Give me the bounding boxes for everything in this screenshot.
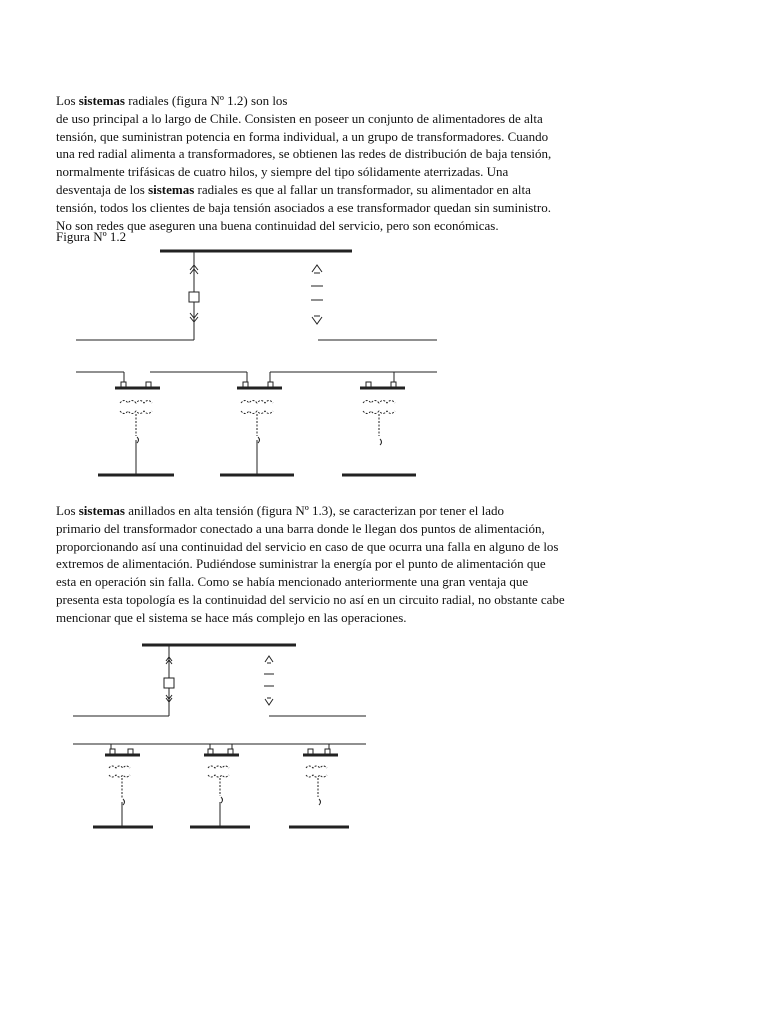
- switch-symbol: [265, 656, 273, 663]
- breaker-symbol: [121, 382, 126, 387]
- fuse-symbol: [380, 439, 382, 445]
- text-line: presenta esta topología es la continuidad del servicio no así en un circuito radial, no obstante cabe: [56, 591, 565, 607]
- text-line: tensión, que suministran potencia en forma individual, a un grupo de transformadores. Cuando: [56, 128, 549, 144]
- text-line: primario del transformador conectado a una barra donde le llegan dos puntos de alimentación,: [56, 520, 545, 536]
- transformer-station-1: [98, 382, 174, 475]
- transformer-station-1: [93, 749, 153, 827]
- transformer-station-3: [342, 382, 416, 475]
- text-line: tensión, todos los clientes de baja tensión asociados a ese transformador quedan sin suministro.: [56, 199, 551, 215]
- text-line: una red radial alimenta a transformadores, se obtienen las redes de distribución de baja tensión,: [56, 146, 552, 162]
- text-line: normalmente trifásicas de cuatro hilos, y siempre del tipo sólidamente aterrizadas. Una: [56, 164, 509, 180]
- fuse-symbol: [137, 437, 139, 443]
- bold-term: sistemas: [148, 181, 195, 197]
- fuse-symbol: [258, 437, 260, 443]
- transformer-coil: [109, 775, 130, 777]
- transformer-coil: [306, 766, 327, 768]
- ring-system-diagram: [0, 636, 400, 836]
- breaker-symbol: [228, 749, 233, 754]
- paragraph-ring-systems: [56, 502, 656, 627]
- figure-caption: Figura Nº 1.2: [56, 229, 127, 244]
- text-line: desventaja de los sistemas radiales es que al fallar un transformador, su alimentador en alta: [56, 181, 531, 197]
- transformer-coil: [120, 401, 152, 404]
- breaker-symbol: [268, 382, 273, 387]
- breaker-symbol: [164, 678, 174, 688]
- fuse-symbol: [319, 799, 321, 805]
- text-line: No son redes que aseguren una buena continuidad del servicio, pero son económicas.: [56, 217, 499, 233]
- transformer-coil: [120, 411, 152, 414]
- fuse-symbol: [123, 799, 125, 805]
- text-line: extremos de alimentación. Pudiéndose suministrar la energía por el punto de alimentación que: [56, 556, 546, 572]
- bold-term: sistemas: [78, 503, 125, 518]
- breaker-symbol: [391, 382, 396, 387]
- transformer-coil: [109, 766, 130, 768]
- bold-term: sistemas: [78, 93, 125, 108]
- breaker-symbol: [366, 382, 371, 387]
- transformer-coil: [363, 401, 395, 404]
- breaker-symbol: [146, 382, 151, 387]
- paragraph-radial-systems: [56, 92, 656, 234]
- transformer-station-2: [220, 382, 294, 475]
- breaker-symbol: [308, 749, 313, 754]
- transformer-coil: [208, 775, 229, 777]
- radial-system-diagram: [0, 240, 460, 490]
- text-line: mencionar que el sistema se hace más complejo en las operaciones.: [56, 609, 407, 625]
- switch-symbol: [312, 316, 322, 324]
- transformer-coil: [363, 411, 395, 414]
- transformer-coil: [241, 411, 273, 414]
- breaker-symbol: [325, 749, 330, 754]
- breaker-symbol: [208, 749, 213, 754]
- fuse-symbol: [221, 797, 223, 803]
- text-line: Los sistemas anillados en alta tensión (figura Nº 1.3), se caracterizan por tener el lado: [56, 503, 505, 518]
- breaker-symbol: [110, 749, 115, 754]
- breaker-symbol: [128, 749, 133, 754]
- text-line: esta en operación sin falla. Como se había mencionado anteriormente una gran ventaja que: [56, 574, 529, 590]
- text-line: Los sistemas radiales (figura Nº 1.2) son los: [56, 93, 288, 108]
- transformer-coil: [306, 775, 327, 777]
- breaker-symbol: [189, 292, 199, 302]
- switch-symbol: [312, 265, 322, 273]
- text-line: de uso principal a lo largo de Chile. Consisten en poseer un conjunto de alimentadores de alta: [56, 110, 543, 126]
- transformer-coil: [241, 401, 273, 404]
- transformer-coil: [208, 766, 229, 768]
- transformer-station-3: [289, 749, 349, 827]
- switch-symbol: [265, 698, 273, 705]
- text-line: proporcionando así una continuidad del servicio en caso de que ocurra una falla en alguno de los: [56, 538, 559, 554]
- breaker-symbol: [243, 382, 248, 387]
- transformer-station-2: [190, 749, 250, 827]
